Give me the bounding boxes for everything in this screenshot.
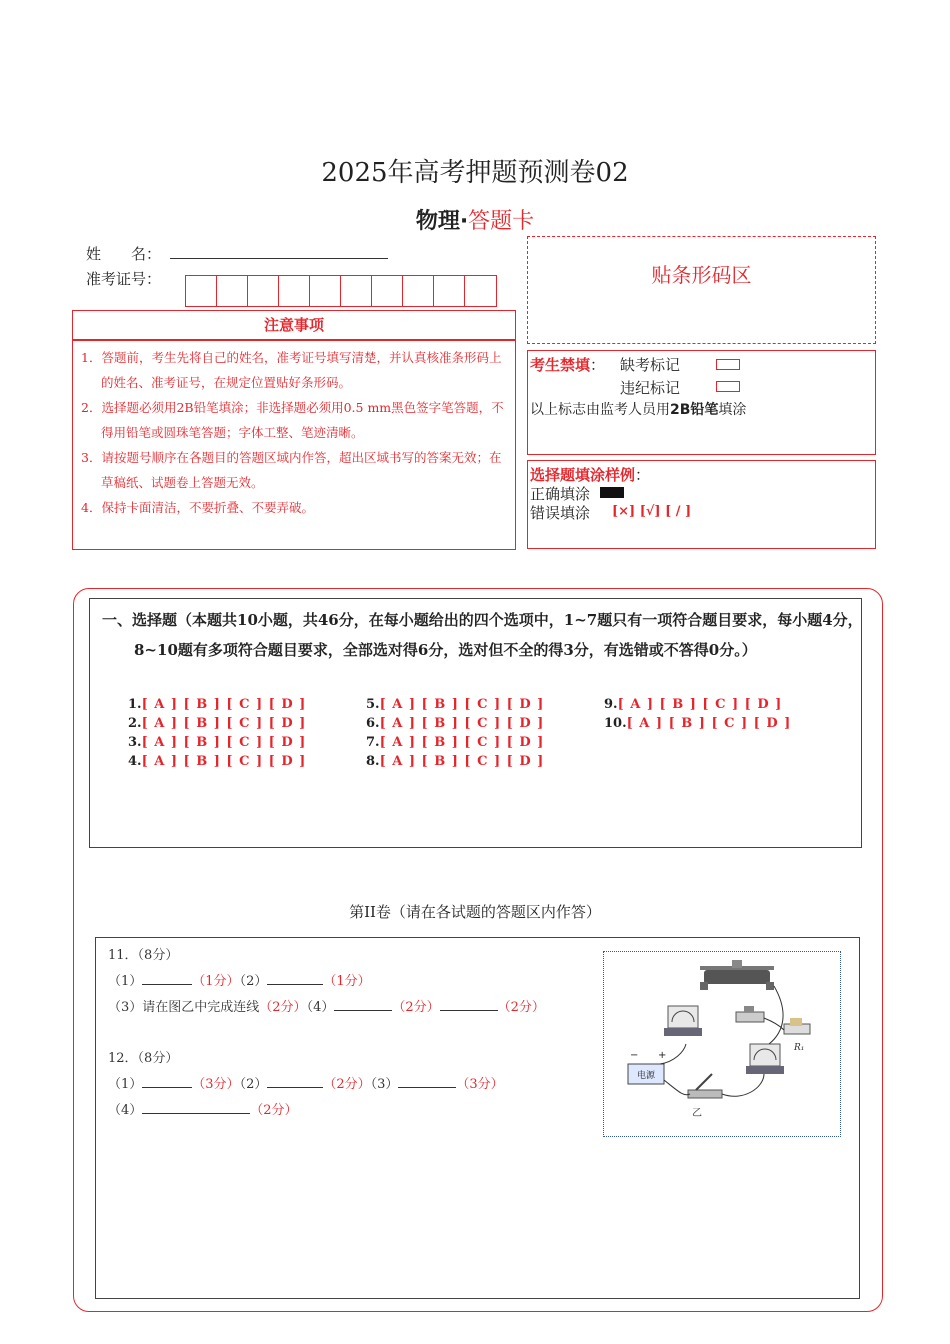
notice-item: 1．答题前，考生先将自己的姓名，准考证号填写清楚，并认真核准条形码上的姓名、准考证号，在规定位置贴好条形码。 bbox=[81, 350, 502, 390]
svg-text:−: − bbox=[630, 1050, 639, 1061]
answer-blank[interactable] bbox=[398, 1075, 456, 1088]
choice-instruction: 一、选择题（本题共10小题，共46分，在每小题给出的四个选项中，1~7题只有一项符合题目要求，每小题4分，8~10题有多项符合题目要求，全部选对得6分，选对但不全的得3分，有选错或不答得0分。） bbox=[102, 611, 863, 659]
id-digit-box[interactable] bbox=[248, 276, 279, 306]
q12-line1: （1） （3分）（2） （2分）（3） （3分） bbox=[108, 1077, 504, 1092]
answer-blank[interactable] bbox=[334, 998, 392, 1011]
absent-label: 缺考标记 bbox=[620, 356, 681, 374]
sample-colon: ： bbox=[635, 466, 651, 484]
notice-item: 3．请按题号顺序在各题目的答题区域内作答，超出区域书写的答案无效；在草稿纸、试题卷上答题无效。 bbox=[81, 450, 502, 490]
q12-line2: （4） （2分） bbox=[108, 1103, 298, 1118]
id-digit-box[interactable] bbox=[434, 276, 465, 306]
forbidden-title: 考生禁填 bbox=[530, 356, 591, 374]
wires bbox=[660, 986, 784, 1096]
card-label: 答题卡 bbox=[468, 209, 535, 234]
exam-title: 2025年高考押题预测卷02 bbox=[321, 158, 629, 188]
notice-item: 4．保持卡面清洁，不要折叠、不要弄破。 bbox=[81, 500, 314, 515]
name-field[interactable] bbox=[170, 258, 388, 259]
id-digit-box[interactable] bbox=[310, 276, 341, 306]
notice-heading: 注意事项 bbox=[72, 310, 516, 340]
barcode-area bbox=[527, 236, 876, 344]
violation-label: 违纪标记 bbox=[620, 379, 681, 397]
wrong-marks: [×] [√] [ / ] bbox=[612, 504, 692, 519]
circuit-figure bbox=[603, 951, 841, 1137]
choice-row-2[interactable]: 2.[ A ] [ B ] [ C ] [ D ] bbox=[128, 716, 307, 731]
q11-line1: （1） （1分）（2） （1分） bbox=[108, 974, 371, 989]
choice-row-3[interactable]: 3.[ A ] [ B ] [ C ] [ D ] bbox=[128, 735, 307, 750]
choice-row-6[interactable]: 6.[ A ] [ B ] [ C ] [ D ] bbox=[366, 716, 545, 731]
correct-label: 正确填涂 bbox=[530, 485, 591, 503]
resistor-icon bbox=[784, 1018, 810, 1034]
id-digit-box[interactable] bbox=[279, 276, 310, 306]
barcode-label: 贴条形码区 bbox=[651, 263, 752, 287]
choice-row-7[interactable]: 7.[ A ] [ B ] [ C ] [ D ] bbox=[366, 735, 545, 750]
choice-row-8[interactable]: 8.[ A ] [ B ] [ C ] [ D ] bbox=[366, 754, 545, 769]
choice-row-5[interactable]: 5.[ A ] [ B ] [ C ] [ D ] bbox=[366, 697, 545, 712]
name-label: 姓 名： bbox=[86, 245, 162, 263]
sample-box bbox=[527, 460, 876, 549]
violation-mark-box[interactable] bbox=[716, 381, 740, 392]
id-digit-box[interactable] bbox=[341, 276, 372, 306]
forbidden-box bbox=[527, 350, 876, 455]
choice-row-9[interactable]: 9.[ A ] [ B ] [ C ] [ D ] bbox=[604, 697, 783, 712]
switch-icon bbox=[736, 1006, 764, 1022]
q12-number: 12．（8分） bbox=[108, 1051, 179, 1066]
id-digit-box[interactable] bbox=[465, 276, 496, 306]
forbidden-note: 以上标志由监考人员用2B铅笔填涂 bbox=[530, 402, 747, 418]
choice-row-1[interactable]: 1.[ A ] [ B ] [ C ] [ D ] bbox=[128, 697, 307, 712]
figure-caption: 乙 bbox=[692, 1108, 702, 1119]
ammeter-icon bbox=[746, 1044, 784, 1074]
answer-blank[interactable] bbox=[267, 1075, 323, 1088]
answer-blank[interactable] bbox=[440, 998, 498, 1011]
forbidden-colon: ： bbox=[590, 356, 606, 374]
choice-row-4[interactable]: 4.[ A ] [ B ] [ C ] [ D ] bbox=[128, 754, 307, 769]
id-number-boxes[interactable] bbox=[185, 275, 497, 307]
knife-switch-icon bbox=[688, 1074, 722, 1098]
id-digit-box[interactable] bbox=[403, 276, 434, 306]
svg-text:+: + bbox=[658, 1050, 667, 1061]
id-digit-box[interactable] bbox=[217, 276, 248, 306]
power-label: 电源 bbox=[636, 1071, 656, 1081]
sample-title: 选择题填涂样例 bbox=[530, 466, 636, 484]
circuit-diagram bbox=[604, 952, 840, 1136]
answer-blank[interactable] bbox=[142, 972, 192, 985]
r1-label: R₁ bbox=[794, 1043, 805, 1053]
wrong-label: 错误填涂 bbox=[530, 504, 591, 522]
rheostat-icon bbox=[700, 960, 774, 990]
card-subtitle bbox=[0, 204, 950, 235]
absent-mark-box[interactable] bbox=[716, 359, 740, 370]
notice-item: 2．选择题必须用2B铅笔填涂；非选择题必须用0.5 mm黑色签字笔答题，不得用铅笔或圆珠笔答题；字体工整、笔迹清晰。 bbox=[81, 400, 504, 440]
id-label: 准考证号： bbox=[86, 270, 162, 288]
power-supply-icon bbox=[628, 1050, 666, 1084]
q11-number: 11．（8分） bbox=[108, 948, 179, 963]
id-digit-box[interactable] bbox=[372, 276, 403, 306]
voltmeter-icon bbox=[664, 1006, 702, 1036]
part2-heading: 第II卷（请在各试题的答题区内作答） bbox=[349, 903, 601, 921]
id-digit-box[interactable] bbox=[186, 276, 217, 306]
subject-label: 物理· bbox=[415, 209, 469, 234]
choice-row-10[interactable]: 10.[ A ] [ B ] [ C ] [ D ] bbox=[604, 716, 792, 731]
q11-line2: （3）请在图乙中完成连线（2分）（4） （2分） （2分） bbox=[108, 1000, 545, 1015]
answer-blank[interactable] bbox=[267, 972, 323, 985]
correct-fill-sample bbox=[600, 487, 624, 498]
answer-blank[interactable] bbox=[142, 1101, 250, 1114]
notice-box bbox=[72, 340, 516, 550]
answer-blank[interactable] bbox=[142, 1075, 192, 1088]
